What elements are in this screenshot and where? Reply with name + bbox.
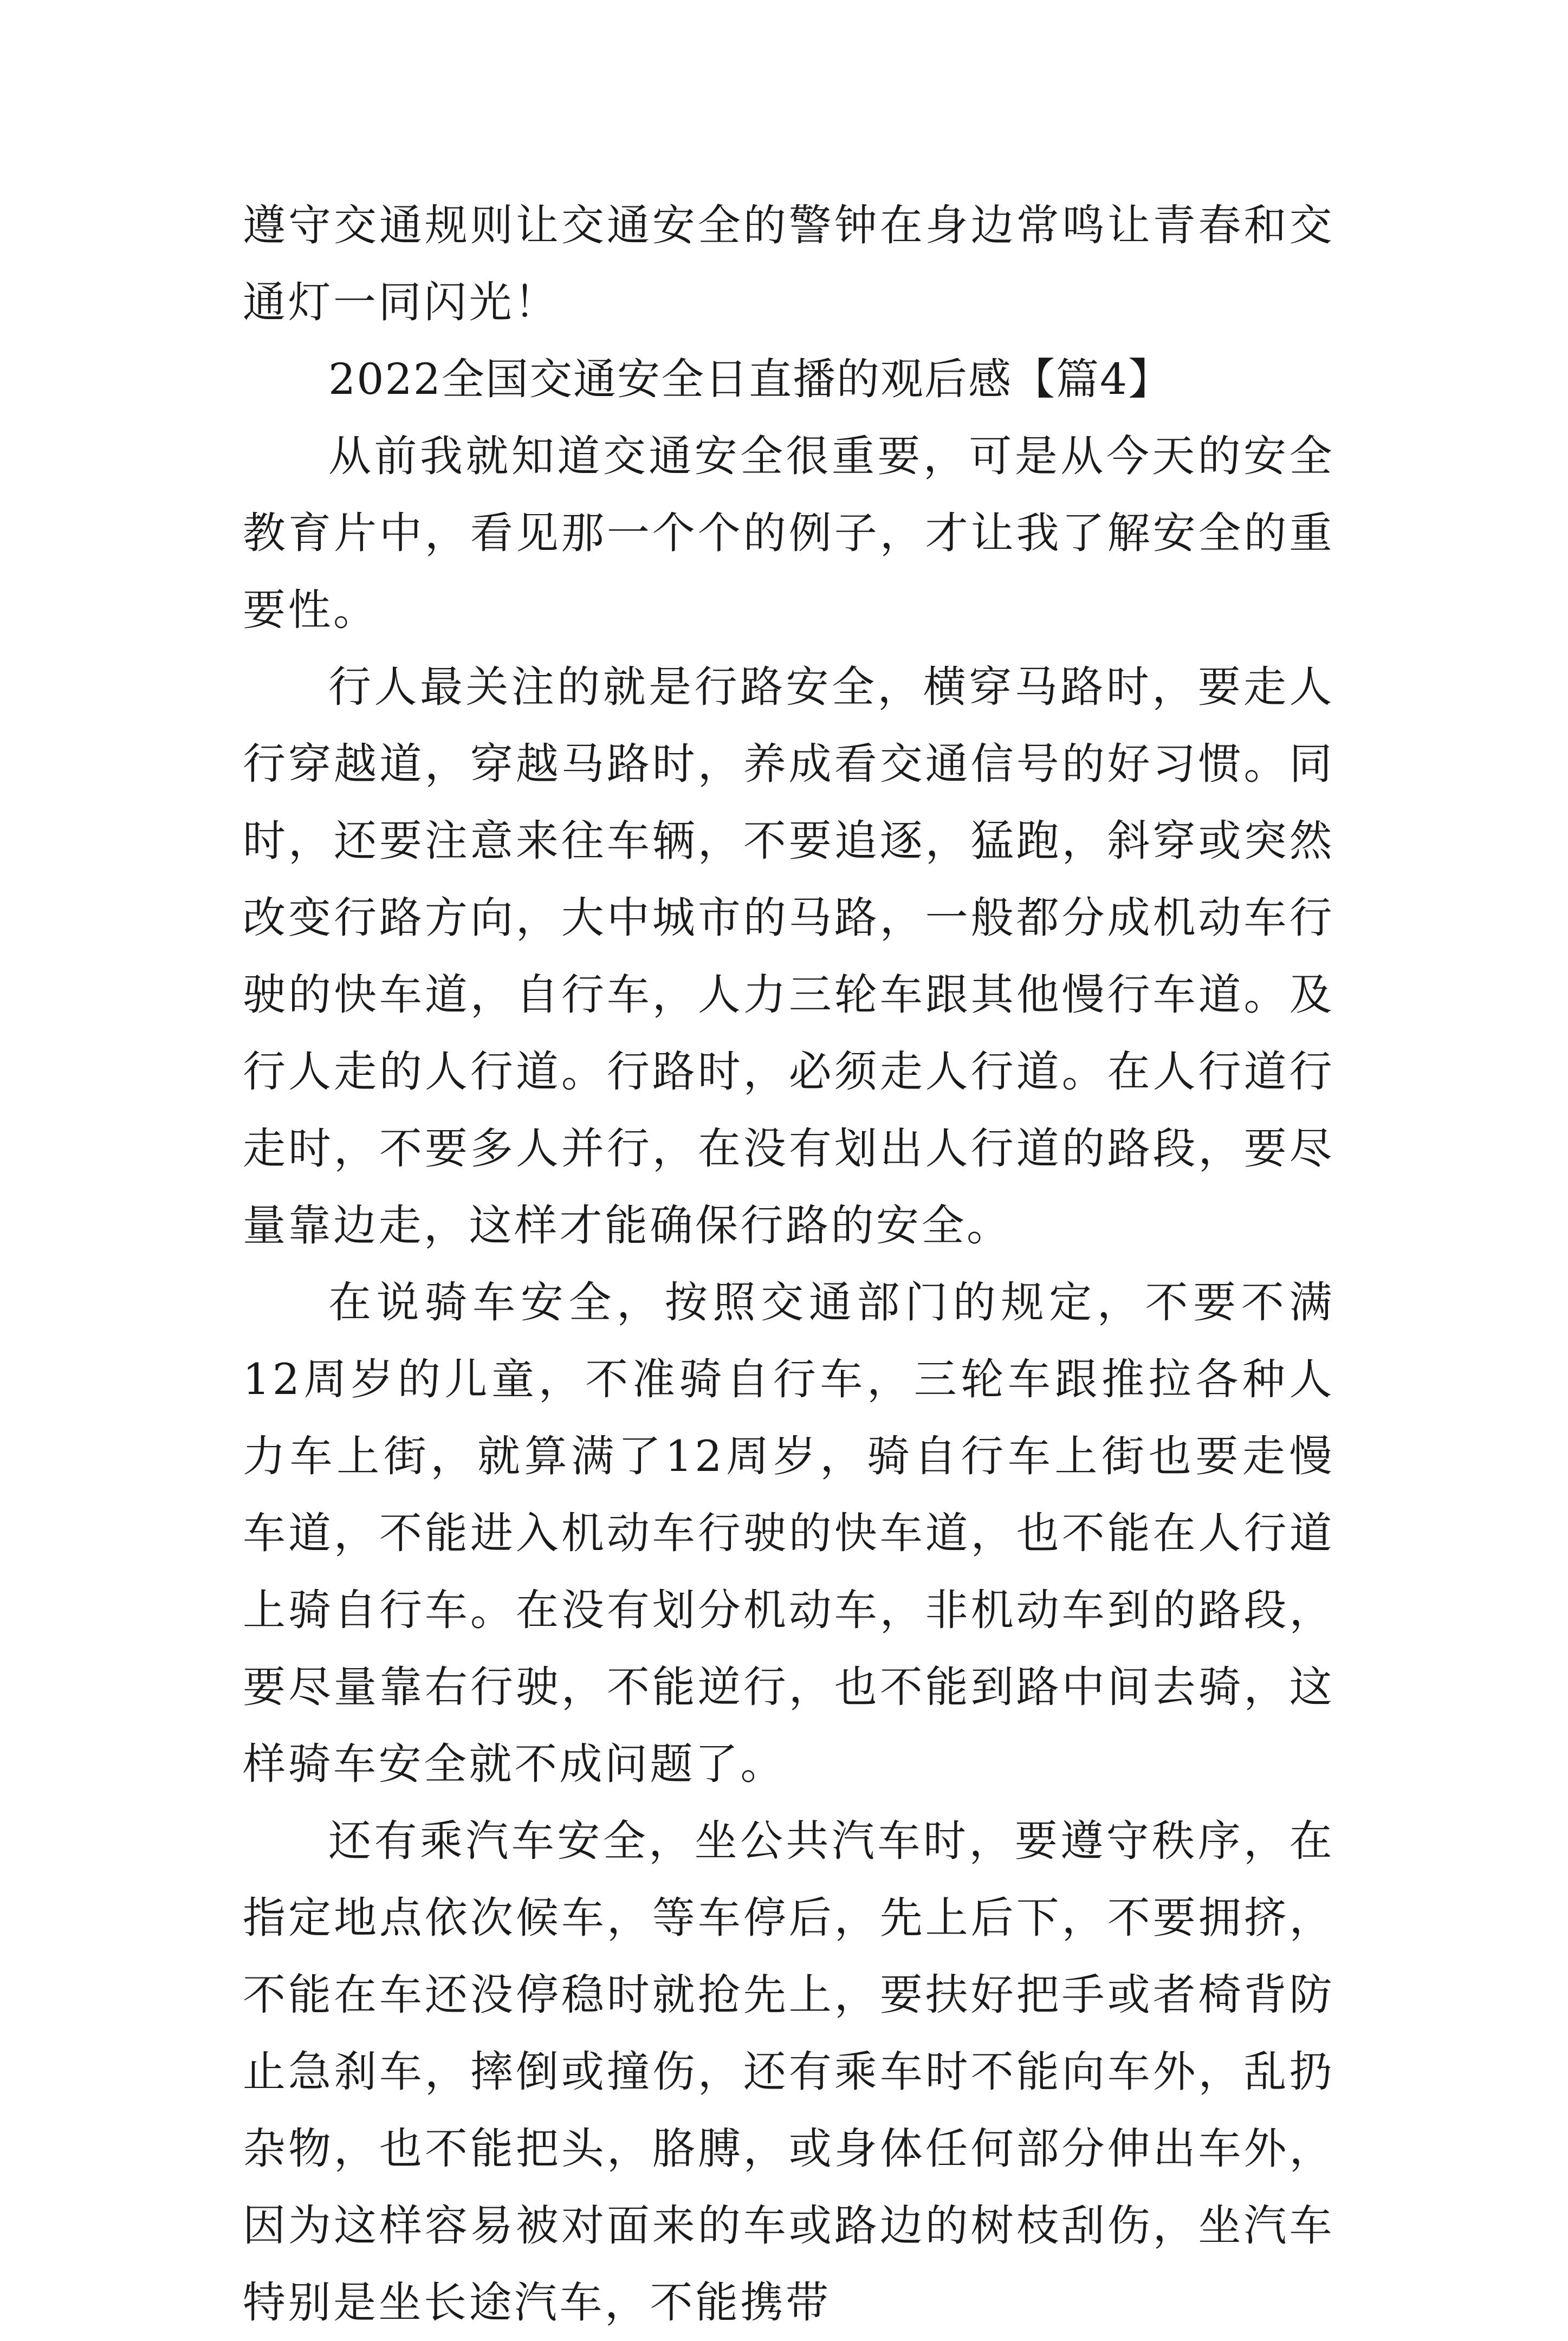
body-paragraph: 在说骑车安全，按照交通部门的规定，不要不满12周岁的儿童，不准骑自行车，三轮车跟推拉各种人力车上街，就算满了12周岁，骑自行车上街也要走慢车道，不能进入机动车行驶的快车道，也不能在人行道上骑自行车。在没有划分机动车，非机动车到的路段，要尽量靠右行驶，不能逆行，也不能到路中间去骑，这样骑车安全就不成问题了。 [243,1278,1334,1789]
body-paragraph: 行人最关注的就是行路安全，横穿马路时，要走人行穿越道，穿越马路时，养成看交通信号的好习惯。同时，还要注意来往车辆，不要追逐，猛跑，斜穿或突然改变行路方向，大中城市的马路，一般都分成机动车行驶的快车道，自行车，人力三轮车跟其他慢行车道。及行人走的人行道。行路时，必须走人行道。在人行道行走时，不要多人并行，在没有划出人行道的路段，要尽量靠边走，这样才能确保行路的安全。 [243,662,1334,1250]
continuation-paragraph: 遵守交通规则让交通安全的警钟在身边常鸣让青春和交通灯一同闪光！ [243,200,1334,327]
document-body [243,187,1334,2341]
body-paragraph: 从前我就知道交通安全很重要，可是从今天的安全教育片中，看见那一个个的例子，才让我了解安全的重要性。 [243,431,1334,635]
section-heading: 2022全国交通安全日直播的观后感【篇4】 [328,354,1172,404]
body-paragraph: 还有乘汽车安全，坐公共汽车时，要遵守秩序，在指定地点依次候车，等车停后，先上后下，不要拥挤，不能在车还没停稳时就抢先上，要扶好把手或者椅背防止急刹车，摔倒或撞伤，还有乘车时不能向车外，乱扔杂物，也不能把头，胳膊，或身体任何部分伸出车外，因为这样容易被对面来的车或路边的树枝刮伤，坐汽车特别是坐长途汽车，不能携带 [243,1816,1334,2327]
